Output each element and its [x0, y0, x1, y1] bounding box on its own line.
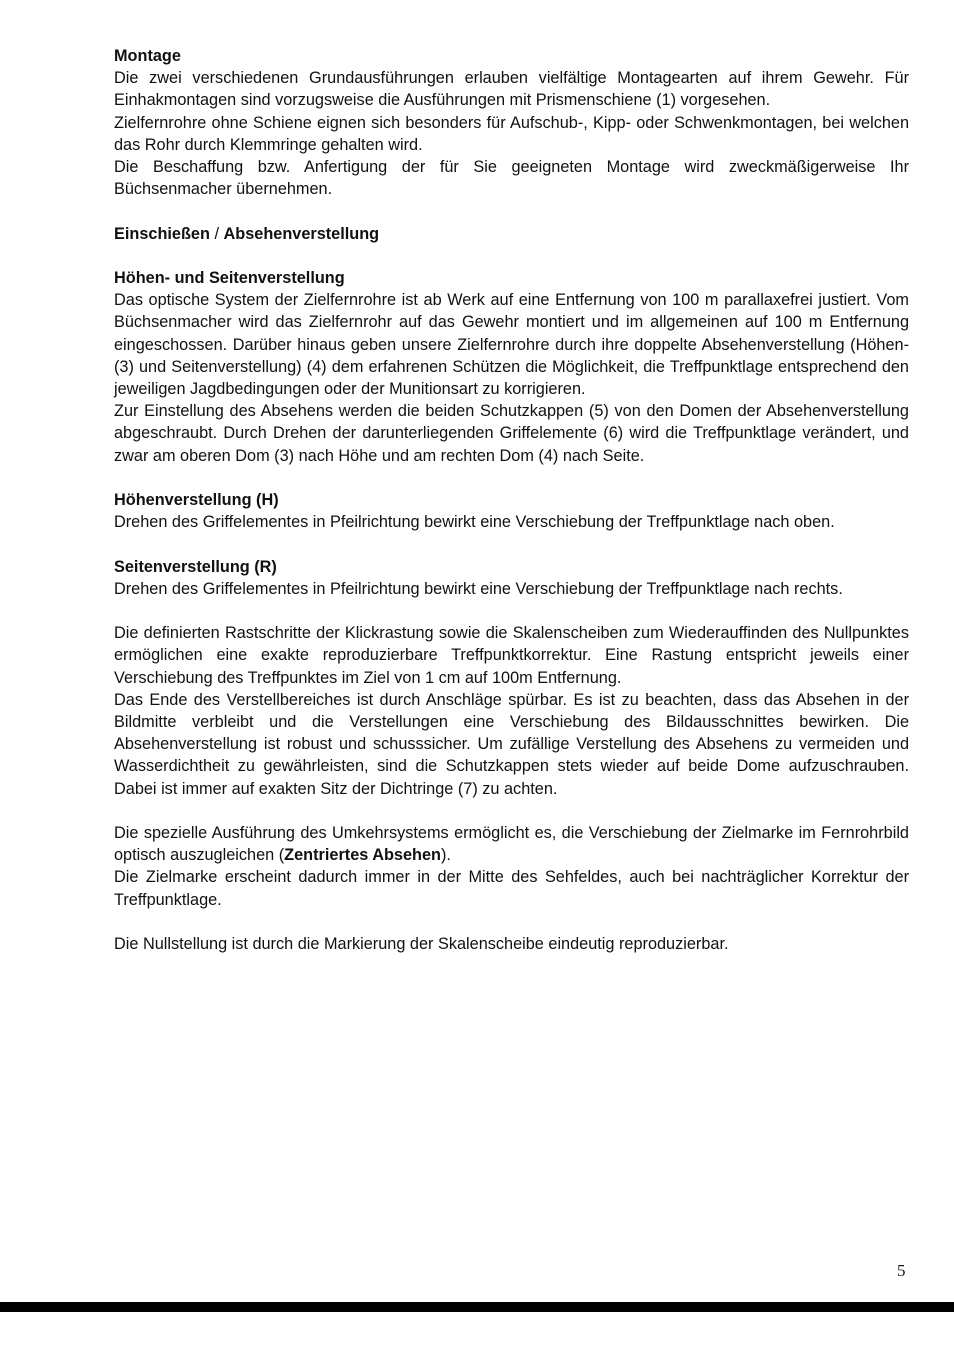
section-heading-seitenverstellung: Seitenverstellung (R)	[114, 557, 277, 576]
paragraph-umkehrsystem-1	[114, 822, 909, 866]
page-content	[114, 45, 909, 955]
umkehrsystem-text-after: ).	[440, 846, 451, 865]
paragraph-umkehrsystem-2: Die Zielmarke erscheint dadurch immer in der Mitte des Sehfeldes, auch bei nachträglicher Korrektur der Treffpunktlage.	[114, 868, 909, 909]
footer-rule	[0, 1302, 954, 1312]
paragraph-spacer	[114, 911, 909, 933]
paragraph-hoehen-seiten-2: Zur Einstellung des Absehens werden die beiden Schutzkappen (5) von den Domen der Absehenverstellung abgeschraubt. Durch Drehen der darunterliegenden Griffelemente (6) wird die Treffpunktlage verändert, und zwar am oberen Dom (3) nach Höhe und am rechten Dom (4) nach Seite.	[114, 402, 909, 465]
paragraph-montage-1: Die zwei verschiedenen Grundausführungen erlauben vielfältige Montagearten auf ihrem Gewehr. Für Einhakmontagen sind vorzugsweise die Ausführungen mit Prismenschiene (1) vorgesehen.	[114, 69, 909, 110]
paragraph-rastung-2: Das Ende des Verstellbereiches ist durch Anschläge spürbar. Es ist zu beachten, dass das Absehen in der Bildmitte verbleibt und die Verstellungen eine Verschiebung des Bildausschnittes bewirken. Die Absehenverstellung ist robust und schusssicher. Um zufällige Verstellung des Absehens zu vermeiden und Wasserdichtheit zu gewährleisten, sind die Schutzkappen stets wieder auf beide Dome aufzuschrauben. Dabei ist immer auf exakten Sitz der Dichtringe (7) zu achten.	[114, 690, 909, 798]
page-number: 5	[897, 1261, 906, 1280]
paragraph-spacer	[114, 245, 909, 267]
zentriertes-absehen-term: Zentriertes Absehen	[284, 846, 441, 865]
paragraph-hoehenverstellung: Drehen des Griffelementes in Pfeilrichtung bewirkt eine Verschiebung der Treffpunktlage nach oben.	[114, 513, 835, 532]
paragraph-rastung-1: Die definierten Rastschritte der Klickrastung sowie die Skalenscheiben zum Wiederauffinden des Nullpunktes ermöglichen eine exakte reproduzierbare Treffpunktkorrektur. Eine Rastung entspricht jeweils einer Verschiebung des Treffpunktes im Ziel von 1 cm auf 100m Entfernung.	[114, 624, 909, 687]
paragraph-hoehen-seiten-1: Das optische System der Zielfernrohre ist ab Werk auf eine Entfernung von 100 m parallaxefrei justiert. Vom Büchsenmacher wird das Zielfernrohr auf das Gewehr montiert und im allgemeinen auf 100 m Entfernung eingeschossen. Darüber hinaus geben unsere Zielfernrohre durch ihre doppelte Absehenverstellung (Höhen- (3) und Seitenverstellung) (4) dem erfahrenen Schützen die Möglichkeit, die Treffpunktlage entsprechend den jeweiligen Jagdbedingungen oder der Munitionsart zu korrigieren.	[114, 291, 909, 399]
paragraph-spacer	[114, 800, 909, 822]
paragraph-montage-2: Zielfernrohre ohne Schiene eignen sich besonders für Aufschub-, Kipp- oder Schwenkmontagen, bei welchen das Rohr durch Klemmringe gehalten wird.	[114, 113, 909, 154]
section-heading-hoehenverstellung: Höhenverstellung (H)	[114, 491, 279, 510]
heading-part-einschiessen: Einschießen	[114, 224, 210, 243]
paragraph-spacer	[114, 200, 909, 222]
paragraph-montage-3: Die Beschaffung bzw. Anfertigung der für Sie geeigneten Montage wird zweckmäßigerweise Ihr Büchsenmacher übernehmen.	[114, 158, 909, 199]
umkehrsystem-text-before: Die spezielle Ausführung des Umkehrsystems ermöglicht es, die Verschiebung der Zielmarke im Fernrohrbild optisch auszugleichen (	[114, 824, 909, 865]
paragraph-seitenverstellung: Drehen des Griffelementes in Pfeilrichtung bewirkt eine Verschiebung der Treffpunktlage nach rechts.	[114, 579, 843, 598]
heading-separator: /	[209, 224, 224, 243]
section-heading-einschiessen	[114, 223, 909, 245]
paragraph-spacer	[114, 533, 909, 555]
heading-part-absehenverstellung: Absehenverstellung	[223, 224, 380, 243]
section-heading-hoehen-seiten: Höhen- und Seitenverstellung	[114, 269, 345, 287]
paragraph-spacer	[114, 467, 909, 489]
section-heading-montage: Montage	[114, 47, 181, 65]
paragraph-spacer	[114, 600, 909, 622]
paragraph-nullstellung: Die Nullstellung ist durch die Markierung der Skalenscheibe eindeutig reproduzierbar.	[114, 935, 729, 954]
